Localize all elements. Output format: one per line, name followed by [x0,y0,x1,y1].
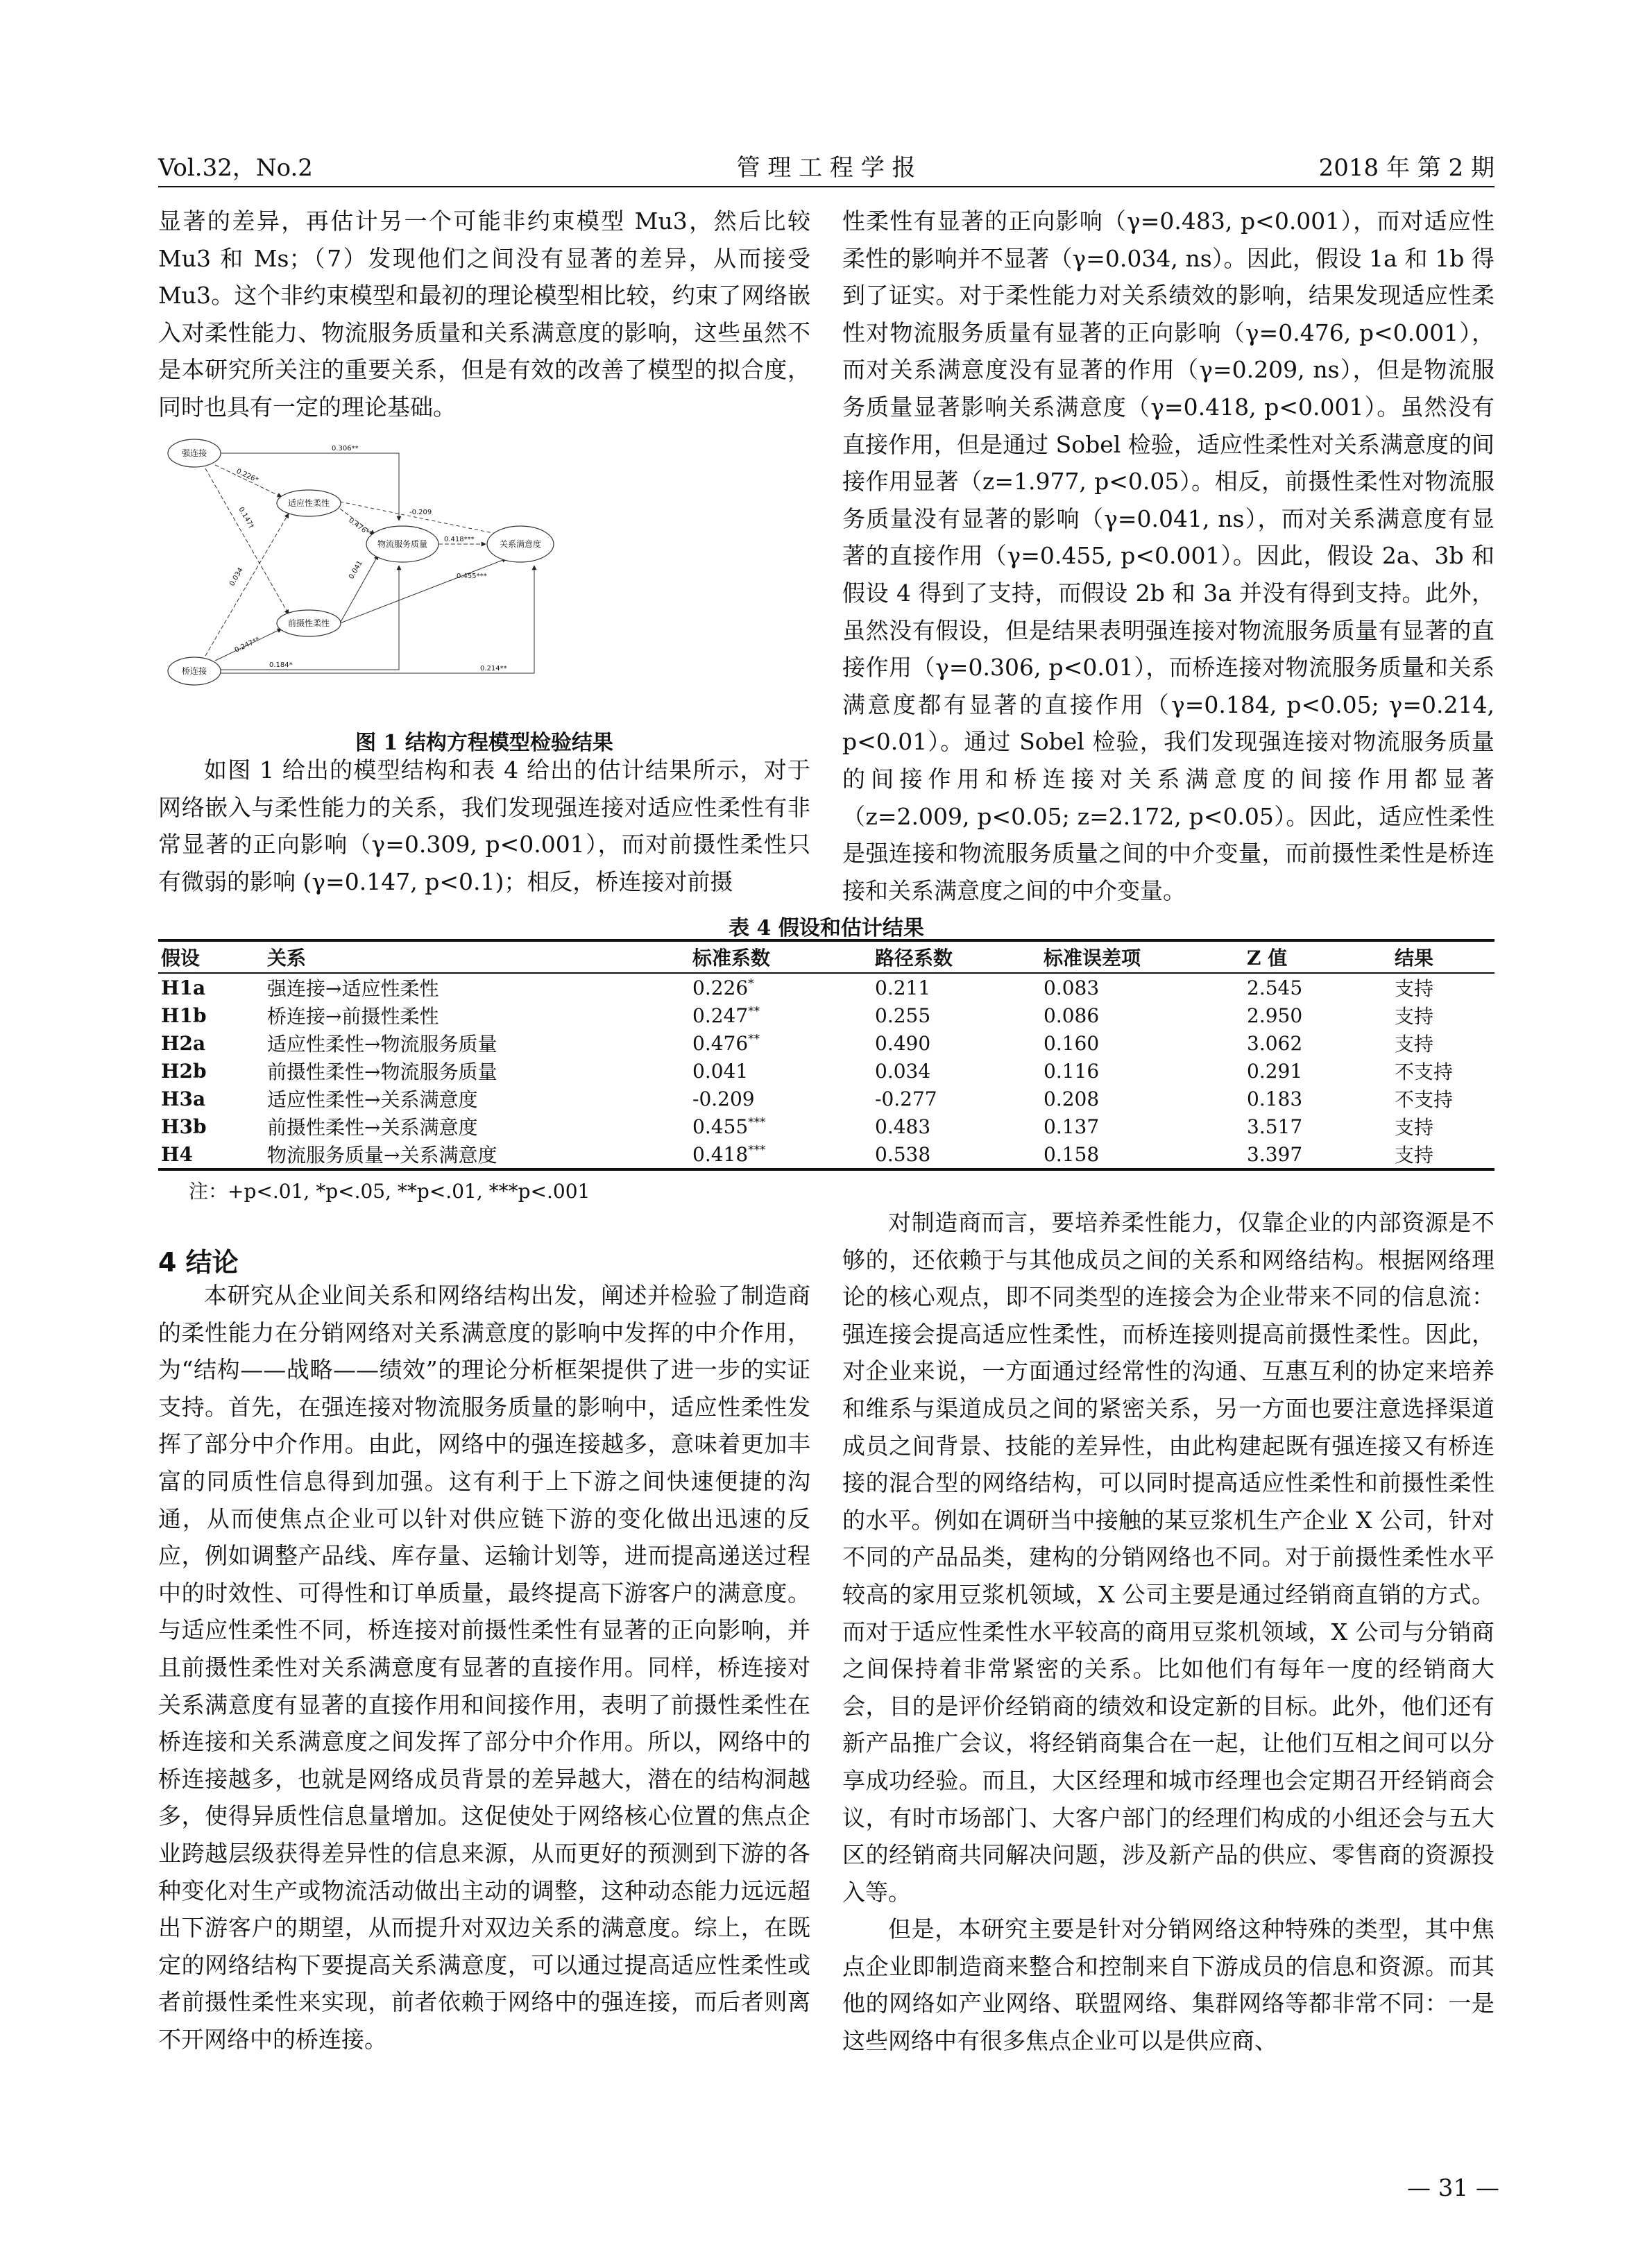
cell-std-error: 0.116 [1044,1059,1100,1083]
cell-std-coef: 0.476** [692,1031,760,1055]
cell-result: 支持 [1395,1005,1434,1028]
path-proactive-satisfaction [340,559,506,623]
col2-bottom-text [842,1204,1495,2060]
estimation-table [158,939,1495,1171]
cell-path-coef: 0.211 [875,976,931,999]
cell-z-value: 3.517 [1247,1115,1303,1138]
col-header: 路径系数 [872,940,1041,973]
significance-mark: ** [748,1004,760,1018]
paragraph: 本研究从企业间关系和网络结构出发，阐述并检验了制造商的柔性能力在分销网络对关系满意度的影响中发挥的中介作用，为“结构——战略——绩效”的理论分析框架提供了进一步的实证支持。首先，在强连接对物流服务质量的影响中，适应性柔性发挥了部分中介作用。由此，网络中的强连接越多，意味着更加丰富的同质性信息得到加强。这有利于上下游之间快速便捷的沟通，从而使焦点企业可以针对供应链下游的变化做出迅速的反应，例如调整产品线、库存量、运输计划等，进而提高递送过程中的时效性、可得性和订单质量，最终提高下游客户的满意度。与适应性柔性不同，桥连接对前摄性柔性有显著的正向影响，并且前摄性柔性对关系满意度有显著的直接作用。同样，桥连接对关系满意度有显著的直接作用和间接作用，表明了前摄性柔性在桥连接和关系满意度之间发挥了部分中介作用。所以，网络中的桥连接越多，也就是网络成员背景的差异越大，潜在的结构洞越多，使得异质性信息量增加。这促使处于网络核心位置的焦点企业跨越层级获得差异性的信息来源，从而更好的预测到下游的各种变化对生产或物流活动做出主动的调整，这种动态能力远远超出下游客户的期望，从而提升对双边关系的满意度。综上，在既定的网络结构下要提高关系满意度，可以通过提高适应性柔性或者前摄性柔性来实现，前者依赖于网络中的强连接，而后者则离不开网络中的桥连接。 [158,1282,810,2053]
cell-hypothesis: H3b [161,1115,207,1138]
cell-std-error: 0.083 [1044,976,1100,999]
coef-bridge-proactive: 0.247** [233,636,262,654]
cell-z-value: 3.397 [1244,1140,1392,1169]
cell-path-coef: 0.538 [872,1140,1041,1169]
path-strong-adaptive [215,465,282,497]
table-row [158,1085,1495,1112]
cell-std-error: 0.160 [1044,1031,1100,1055]
coef-bridge-satisfaction: 0.214** [480,665,507,672]
page-number: — 31 — [1407,2174,1499,2202]
cell-path-coef: 0.034 [875,1059,931,1083]
node-logistics-label: 物流服务质量 [377,539,428,549]
significance-mark: *** [748,1142,766,1157]
cell-path-coef: 0.255 [875,1004,931,1027]
cell-std-error: 0.208 [1044,1087,1100,1110]
significance-mark: * [748,976,754,990]
paragraph: 对制造商而言，要培养柔性能力，仅靠企业的内部资源是不够的，还依赖于与其他成员之间的关系和网络结构。根据网络理论的核心观点，即不同类型的连接会为企业带来不同的信息流：强连接会提高适应性柔性，而桥连接则提高前摄性柔性。因此，对企业来说，一方面通过经常性的沟通、互惠互利的协定来培养和维系与渠道成员之间的紧密关系，另一方面也要注意选择渠道成员之间背景、技能的差异性，由此构建起既有强连接又有桥连接的混合型的网络结构，可以同时提高适应性柔性和前摄性柔性的水平。例如在调研当中接触的某豆浆机生产企业 X 公司，针对不同的产品品类，建构的分销网络也不同。对于前摄性柔性水平较高的家用豆浆机领域，X 公司主要是通过经销商直销的方式。而对于适应性柔性水平较高的商用豆浆机领域，X 公司与分销商之间保持着非常紧密的关系。比如他们有每年一度的经销商大会，目的是评价经销商的绩效和设定新的目标。此外，他们还有新产品推广会议，将经销商集合在一起，让他们互相之间可以分享成功经验。而且，大区经理和城市经理也会定期召开经销商会议，有时市场部门、大客户部门的经理们构成的小组还会与五大区的经销商共同解决问题，涉及新产品的供应、零售商的资源投入等。 [842,1209,1495,1906]
col1-mid-text [158,752,810,900]
col-header: 假设 [158,940,264,973]
cell-std-coef: 0.041 [692,1059,749,1083]
cell-relation: 适应性柔性→物流服务质量 [267,1033,497,1056]
coef-strong-logistics: 0.306** [332,445,359,452]
cell-hypothesis: H3a [161,1087,206,1110]
journal-volume: Vol.32，No.2 [158,154,313,182]
journal-issue: 2018 年 第 2 期 [1318,154,1495,182]
table-note-text: +p<.01, *p<.05, **p<.01, ***p<.001 [228,1180,590,1203]
col-header: 结果 [1392,940,1495,973]
cell-relation: 桥连接→前摄性柔性 [267,1005,439,1028]
col-header: 标准系数 [690,940,872,973]
cell-relation: 物流服务质量→关系满意度 [264,1140,690,1169]
cell-hypothesis: H2b [161,1059,207,1083]
coef-adaptive-logistics: 0.476** [347,516,373,539]
table-header-row [158,940,1495,973]
cell-path-coef: -0.277 [875,1087,937,1110]
header-rule [158,186,1495,187]
node-proactive-label: 前摄性柔性 [287,618,330,628]
path-bridge-adaptive [205,514,289,656]
sem-path-diagram [167,427,638,704]
cell-path-coef: 0.490 [875,1031,931,1055]
cell-std-coef: 0.247** [692,1004,760,1027]
cell-relation: 强连接→适应性柔性 [267,977,439,1000]
cell-std-coef: 0.226* [692,976,754,999]
cell-result: 支持 [1392,1140,1495,1169]
coef-adaptive-satisfaction: -0.209 [409,509,432,516]
significance-mark: ** [748,1031,760,1046]
significance-mark: *** [748,1115,766,1129]
cell-result: 不支持 [1395,1088,1454,1111]
cell-std-coef: 0.418*** [690,1140,872,1169]
coef-bridge-adaptive: 0.034 [228,566,245,588]
cell-result: 支持 [1395,977,1434,1000]
coef-strong-proactive: 0.147† [237,506,255,530]
paragraph: 显著的差异，再估计另一个可能非约束模型 Mu3，然后比较 Mu3 和 Ms；（7）发现他们之间没有显著的差异，从而接受 Mu3。这个非约束模型和最初的理论模型相比较，约束了网络嵌入对柔性能力、物流服务质量和关系满意度的影响，这些虽然不是本研究所关注的重要关系，但是有效的改善了模型的拟合度，同时也具有一定的理论基础。 [158,208,810,421]
col-header: 关系 [264,940,690,973]
col-header: Z 值 [1244,940,1392,973]
figure-caption: 图 1 结构方程模型检验结果 [355,731,613,755]
node-strong-label: 强连接 [181,448,207,458]
journal-title: 管 理 工 程 学 报 [736,154,916,182]
cell-std-error: 0.086 [1044,1004,1100,1027]
table-row [158,1029,1495,1057]
paragraph: 但是，本研究主要是针对分销网络这种特殊的类型，其中焦点企业即制造商来整合和控制来自下游成员的信息和资源。而其他的网络如产业网络、联盟网络、集群网络等都非常不同：一是这些网络中有很多焦点企业可以是供应商、 [842,1915,1495,2055]
paragraph: 性柔性有显著的正向影响（γ=0.483, p<0.001），而对适应性柔性的影响并不显著（γ=0.034, ns）。因此，假设 1a 和 1b 得到了证实。对于柔性能力对关系绩效的影响，结果发现适应性柔性对物流服务质量有显著的正向影响（γ=0.476, p<0.001），而对关系满意度没有显著的作用（γ=0.209, ns），但是物流服务质量显著影响关系满意度（γ=0.418, p<0.001）。虽然没有直接作用，但是通过 Sobel 检验，适应性柔性对关系满意度的间接作用显著（z=1.977, p<0.05）。相反，前摄性柔性对物流服务质量没有显著的影响（γ=0.041, ns），而对关系满意度有显著的直接作用（γ=0.455, p<0.001）。因此，假设 2a、3b 和假设 4 得到了支持，而假设 2b 和 3a 并没有得到支持。此外，虽然没有假设，但是结果表明强连接对物流服务质量有显著的直接作用（γ=0.306, p<0.01），而桥连接对物流服务质量和关系满意度都有显著的直接作用（γ=0.184, p<0.05; γ=0.214, p<0.01）。通过 Sobel 检验，我们发现强连接对物流服务质量的间接作用和桥连接对关系满意度的间接作用都显著（z=2.009, p<0.05; z=2.172, p<0.05）。因此，适应性柔性是强连接和物流服务质量之间的中介变量，而前摄性柔性是桥连接和关系满意度之间的中介变量。 [842,208,1495,904]
table-row [158,1001,1495,1029]
cell-result: 支持 [1395,1033,1434,1056]
cell-hypothesis: H2a [161,1031,206,1055]
cell-hypothesis: H1b [161,1004,207,1027]
path-bridge-satisfaction [221,566,534,673]
table-note-label: 注： [189,1180,228,1203]
coef-bridge-logistics: 0.184* [269,661,293,669]
cell-std-error: 0.137 [1044,1115,1100,1138]
node-adaptive-label: 适应性柔性 [287,498,330,508]
cell-relation: 前摄性柔性→关系满意度 [267,1116,478,1139]
coef-proactive-logistics: 0.041 [348,559,364,581]
path-strong-proactive [205,468,289,614]
paragraph: 如图 1 给出的模型结构和表 4 给出的估计结果所示，对于网络嵌入与柔性能力的关系，我们发现强连接对适应性柔性有非常显著的正向影响（γ=0.309, p<0.001），而对前摄性柔性只有微弱的影响 (γ=0.147, p<0.1)；相反，桥连接对前摄 [158,756,810,895]
cell-std-coef: -0.209 [692,1087,755,1110]
cell-hypothesis: H1a [161,976,206,999]
cell-relation: 前摄性柔性→物流服务质量 [267,1060,497,1083]
table-caption: 表 4 假设和估计结果 [729,916,924,940]
coef-logistics-satisfaction: 0.418*** [444,536,475,543]
cell-z-value: 2.950 [1247,1004,1303,1027]
col1-top-text [158,203,810,426]
cell-std-coef: 0.455*** [692,1115,766,1138]
cell-z-value: 2.545 [1247,976,1303,999]
col1-bottom-text [158,1277,810,2058]
cell-path-coef: 0.483 [875,1115,931,1138]
node-bridge-label: 桥连接 [181,666,207,676]
table-row [158,1057,1495,1085]
table-note [189,1176,590,1204]
node-satisfaction-label: 关系满意度 [499,539,542,549]
cell-result: 支持 [1395,1116,1434,1139]
col-header: 标准误差项 [1041,940,1244,973]
cell-z-value: 0.291 [1247,1059,1303,1083]
table-row [158,1112,1495,1140]
cell-std-error: 0.158 [1041,1140,1244,1169]
cell-z-value: 0.183 [1247,1087,1303,1110]
coef-proactive-satisfaction: 0.455*** [457,573,487,580]
col2-top-text [842,203,1495,909]
section-heading: 4 结论 [158,1247,239,1278]
cell-hypothesis: H4 [158,1140,264,1169]
cell-z-value: 3.062 [1247,1031,1303,1055]
cell-relation: 适应性柔性→关系满意度 [267,1088,478,1111]
cell-result: 不支持 [1395,1060,1454,1083]
table-row [158,973,1495,1001]
table-row [158,1140,1495,1169]
coef-strong-adaptive: 0.226* [235,467,259,484]
